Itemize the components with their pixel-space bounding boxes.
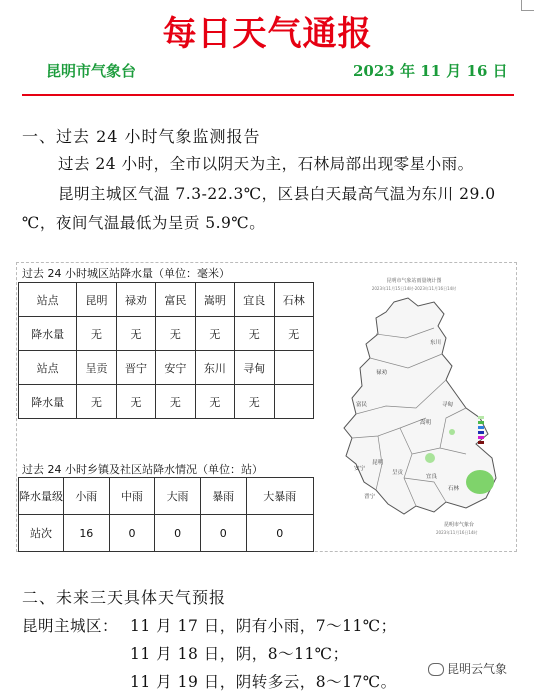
- table-cell: 安宁: [156, 351, 195, 385]
- table2-caption: 过去 24 小时乡镇及社区站降水情况（单位：站）: [22, 463, 263, 476]
- issue-date: 2023 年 11 月 16 日: [353, 62, 508, 80]
- section1-heading: 一、过去 24 小时气象监测报告: [22, 127, 261, 146]
- rain-area-songming: [449, 429, 455, 435]
- rainfall-map: [316, 268, 512, 544]
- table-cell: 0: [200, 515, 246, 552]
- rainfall-map-svg: [316, 268, 512, 544]
- table-cell: 大暴雨: [246, 478, 314, 515]
- table-cell: 降水量: [19, 385, 77, 419]
- section2-heading: 二、未来三天具体天气预报: [22, 588, 227, 607]
- table-cell: 无: [195, 385, 234, 419]
- table-cell: 无: [235, 317, 274, 351]
- wechat-watermark: [428, 660, 507, 677]
- table-cell: [274, 351, 314, 385]
- forecast-city-label: 昆明主城区：: [22, 617, 119, 635]
- wechat-icon: [428, 663, 444, 676]
- table-cell: 暴雨: [200, 478, 246, 515]
- map-label: 晋宁: [364, 494, 376, 500]
- table-cell: 呈贡: [77, 351, 116, 385]
- rain-area-shilin: [466, 470, 494, 494]
- map-label: 嵩明: [420, 420, 432, 426]
- rain-area-yiliang: [425, 453, 435, 463]
- bulletin-title: 每日天气通报: [162, 14, 373, 54]
- map-label: 呈贡: [392, 470, 404, 476]
- table-cell: 大雨: [155, 478, 201, 515]
- table-cell: 小雨: [64, 478, 110, 515]
- map-label: 昆明: [372, 460, 384, 466]
- table-cell: 0: [155, 515, 201, 552]
- section1-para2b: ℃，夜间气温最低为呈贡 5.9℃。: [22, 214, 266, 232]
- table-cell: 无: [274, 317, 314, 351]
- table-cell: 无: [156, 317, 195, 351]
- table-cell: 嵩明: [195, 283, 234, 317]
- map-label: 石林: [448, 486, 460, 492]
- table-cell: 无: [156, 385, 195, 419]
- table-cell: 无: [77, 385, 116, 419]
- table-cell: 东川: [195, 351, 234, 385]
- map-label: 东川: [430, 340, 442, 346]
- map-footer-date: 2023年11月16日14时: [436, 530, 478, 535]
- map-title: 昆明市气象站雨量统计图: [386, 278, 442, 284]
- table-cell: 站次: [19, 515, 64, 552]
- table-cell: 降水量级: [19, 478, 64, 515]
- forecast-day-1: 11 月 17 日，阴有小雨，7～11℃；: [130, 617, 397, 635]
- map-label: 富民: [356, 402, 368, 408]
- map-label: 寻甸: [442, 402, 454, 408]
- table-cell: 无: [116, 317, 155, 351]
- table-cell: 晋宁: [116, 351, 155, 385]
- section1-para1: 过去 24 小时，全市以阴天为主，石林局部出现零星小雨。: [58, 155, 474, 173]
- table-cell: 0: [246, 515, 314, 552]
- map-footer: 昆明市气象台: [444, 522, 475, 528]
- section1-para2a: 昆明主城区气温 7.3-22.3℃，区县白天最高气温为东川 29.0: [58, 185, 496, 203]
- header-rule: [22, 94, 514, 96]
- table-cell: 石林: [274, 283, 314, 317]
- map-label: 禄劝: [376, 370, 388, 376]
- forecast-day-3: 11 月 19 日，阴转多云，8～17℃。: [130, 673, 397, 691]
- table-cell: 0: [109, 515, 155, 552]
- table-cell: 16: [64, 515, 110, 552]
- table-cell: [274, 385, 314, 419]
- township-rain-table: [18, 477, 314, 552]
- table-cell: 降水量: [19, 317, 77, 351]
- table-cell: 无: [195, 317, 234, 351]
- table-cell: 无: [77, 317, 116, 351]
- table-cell: 富民: [156, 283, 195, 317]
- map-label: 宜良: [426, 474, 438, 480]
- table-cell: 站点: [19, 351, 77, 385]
- table-cell: 无: [235, 385, 274, 419]
- table1-caption: 过去 24 小时城区站降水量（单位：毫米）: [22, 267, 230, 280]
- table-cell: 宜良: [235, 283, 274, 317]
- table-cell: 无: [116, 385, 155, 419]
- table-cell: 站点: [19, 283, 77, 317]
- forecast-day-2: 11 月 18 日，阴，8～11℃；: [130, 645, 349, 663]
- city-rain-table: [18, 282, 314, 419]
- map-label: 安宁: [354, 466, 366, 472]
- table-cell: 中雨: [109, 478, 155, 515]
- table-cell: 寻甸: [235, 351, 274, 385]
- wechat-account-name: 昆明云气象: [447, 662, 508, 676]
- table-cell: 禄劝: [116, 283, 155, 317]
- table-cell: 昆明: [77, 283, 116, 317]
- issuer-name: 昆明市气象台: [46, 62, 137, 80]
- map-period: 2023年11月15日14时-2023年11月16日14时: [371, 286, 457, 291]
